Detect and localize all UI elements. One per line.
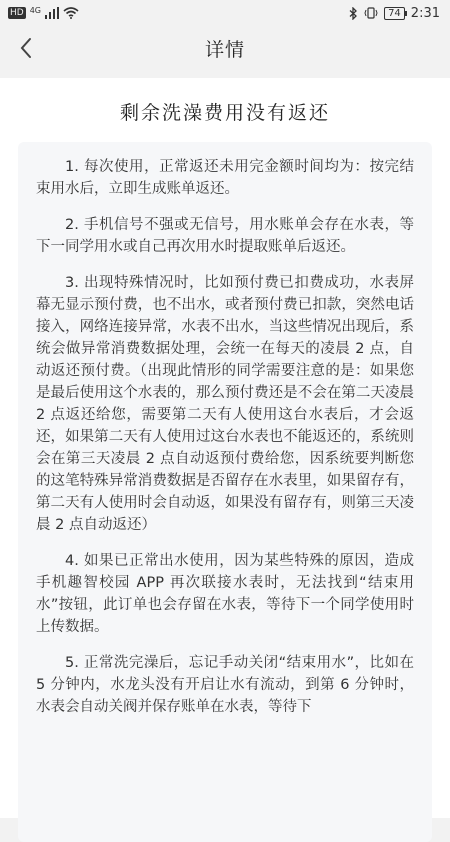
app-header xyxy=(0,26,450,70)
paragraph-3: 3. 出现特殊情况时，比如预付费已扣费成功，水表屏幕无显示预付费，也不出水，或者预付费已扣款，突然电话接入，网络连接异常，水表不出水，当这些情况出现后，系统会做异常消费数据处理，会统一在每天的凌晨 2 点，自动返还预付费。（出现此情形的同学需要注意的是：如果您是最后使用这个水表的，那么预付费还是不会在第二天凌晨 2 点返还给您，需要第二天有人使用这台水表后，才会返还，如果第二天有人使用过这台水表也不能返还的，系统则会在第三天凌晨 2 点自动返预付费给您，因系统要判断您的这笔特殊异常消费数据是否留存在水表里，如果留存有，第二天有人使用时会自动返，如果没有留存有，则第三天凌晨 2 点自动返还） xyxy=(36,275,414,533)
chevron-left-icon xyxy=(19,37,33,59)
article-content xyxy=(18,142,432,842)
paragraph-4: 4. 如果已正常出水使用，因为某些特殊的原因，造成手机趣智校园 APP 再次联接水表时，无法找到“结束用水”按钮，此订单也会存留在水表，等待下一个同学使用时上传数据。 xyxy=(36,553,414,635)
article-title: 剩余洗澡费用没有返还 xyxy=(119,102,330,124)
network-type: 4G xyxy=(29,5,41,15)
battery-icon: 74 xyxy=(384,7,405,20)
vibrate-icon xyxy=(364,7,378,19)
bluetooth-icon xyxy=(349,7,358,20)
status-right xyxy=(349,6,450,21)
status-time: 2:31 xyxy=(410,5,440,21)
back-button[interactable] xyxy=(10,32,42,64)
signal-icon xyxy=(45,7,59,19)
status-bar xyxy=(0,0,450,26)
detail-card xyxy=(0,78,450,818)
page-title: 详情 xyxy=(204,38,245,61)
status-left xyxy=(0,7,79,19)
wifi-icon xyxy=(63,7,79,19)
paragraph-1: 1. 每次使用，正常返还未用完金额时间均为：按完结束用水后，立即生成账单返还。 xyxy=(36,159,414,197)
paragraph-2: 2. 手机信号不强或无信号，用水账单会存在水表，等下一同学用水或自己再次用水时提取账单后返还。 xyxy=(36,217,414,255)
hd-badge: HD xyxy=(10,8,24,18)
paragraph-5: 5. 正常洗完澡后，忘记手动关闭“结束用水”，比如在 5 分钟内，水龙头没有开启让水有流动，到第 6 分钟时，水表会自动关阀并保存账单在水表，等待下 xyxy=(36,655,414,715)
